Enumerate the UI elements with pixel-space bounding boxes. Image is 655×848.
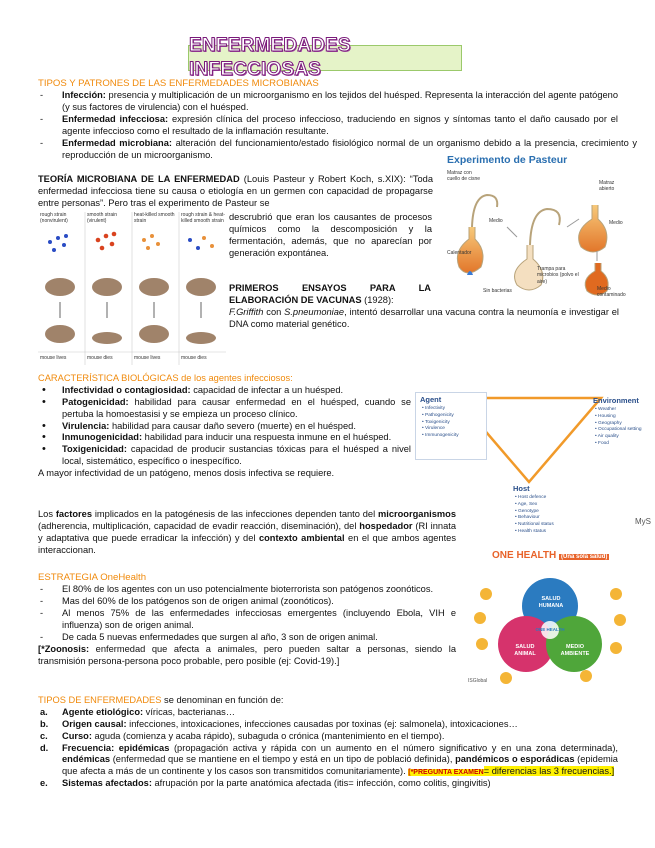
center-label: ONE HEALTH [535, 627, 565, 632]
human-label: SALUD HUMANA [538, 596, 564, 610]
figure-title: Experimento de Pasteur [447, 154, 568, 166]
factores-paragraph: Los factores implicados en la patogénesis de las infecciones dependen tanto del microorganismos (adherencia, multiplicación, capacidad de evadir reacción, diseminación), del hospedador (RI innata y adaptativa que puede erradicar la infección) y del contexto ambiental en el que ambos agentes interaccionan. [38, 509, 456, 555]
host-box: Host • Host defence • Age, Sex • Genotype • Behaviour • Nutritional status • Health status [513, 484, 554, 535]
section-heading: PRIMEROS ENSAYOS PARA LA ELABORACIÓN DE VACUNAS [229, 283, 431, 305]
list-item: b. Origen causal: infecciones, intoxicaciones, infecciones causadas por toxinas (ej: salmonela), intoxicaciones… [40, 718, 518, 729]
environment-box: Environment • Weather • Housing • Geography • Occupational setting • Air quality • Food [593, 396, 642, 447]
section-heading: TIPOS DE ENFERMEDADES se denominan en función de: [38, 695, 284, 705]
result-label: mouse dies [87, 355, 113, 361]
list-item: c. Curso: aguda (comienza y acaba rápido), subaguda o crónica (mantenimiento en el tiempo). [40, 730, 445, 741]
list-item: a. Agente etiológico: víricas, bacterianas… [40, 706, 236, 717]
section-heading: ESTRATEGIA OneHealth [38, 572, 147, 583]
onehealth-infographic [466, 548, 634, 688]
section-ensayos: PRIMEROS ENSAYOS PARA LA ELABORACIÓN DE VACUNAS (1928): F.Griffith con S.pneumoniae, intentó desarrollar una vacuna contra la neumonía e investigar el DNA como material genético. [229, 283, 620, 329]
section-heading: TEORÍA MICROBIANA DE LA ENFERMEDAD [38, 174, 240, 184]
section-onehealth [38, 572, 456, 668]
characteristics-list [38, 385, 411, 468]
environment-label: MEDIO AMBIENTE [560, 644, 590, 658]
section-heading: CARACTERÍSTICA BIOLÓGICAS de los agentes infecciosos: [38, 373, 293, 383]
strain-label: heat-killed smooth strain [134, 212, 175, 225]
epidemiologic-triangle [413, 386, 655, 546]
onehealth-list [38, 584, 456, 643]
flask-label: Calentador [447, 250, 472, 256]
result-label: mouse lives [40, 355, 67, 361]
flask-label: Medio [489, 218, 503, 224]
list-item: e. Sistemas afectados: afrupación por la parte anatómica afectada (itis= infección, como colitis, gingivitis) [40, 778, 491, 789]
flask-label: Sin bacterias [483, 288, 512, 294]
section-tipos-enfermedades [38, 695, 618, 790]
list-item: - Enfermedad infecciosa: expresión clínica del proceso infeccioso, traduciendo en signos y síntomas tanto el daño causado por el agente infeccioso como el resultado de la inflamación resultante. [38, 114, 618, 138]
list-item: - Mas del 60% de los patógenos son de origen animal (zoonóticos). [38, 596, 456, 608]
griffith-figure [38, 212, 226, 365]
brand-logo: MyS [635, 517, 651, 526]
exam-note: = diferencias las 3 frecuencias.] [483, 766, 615, 777]
list-item: - De cada 5 nuevas enfermedades que surgen al año, 3 son de origen animal. [38, 632, 456, 644]
paragraph: A mayor infectividad de un patógeno, menos dosis infectiva se requiere. [38, 468, 335, 479]
list-item: • Virulencia: habilidad para causar daño severo (muerte) en el huésped. [38, 421, 411, 433]
section-caracteristicas [38, 373, 411, 480]
strain-label: smooth strain (virulent) [87, 212, 118, 225]
agent-box: Agent • Infectivity • Pathogenicity • Toxigenicity • Virulence • Immunogenicity [415, 392, 487, 460]
pasteur-figure [447, 154, 627, 304]
title-banner [188, 34, 462, 80]
paragraph: (Louis Pasteur y Robert Koch, s.XIX): “Toda enfermedad infecciosa tiene su causa o etiología en un germen con capacidad de propagarse entre personas”. Pero tras el experimento de Pasteur se [38, 174, 433, 208]
strain-label: rough strain & heat-killed smooth strain [181, 212, 225, 225]
exam-tag: [*PREGUNTA EXAMEN [408, 769, 484, 777]
list-item: • Patogenicidad: habilidad para causar enfermedad en el huésped, cuando se pertuba la homoestasisi y se empieza un proceso clínico. [38, 397, 411, 421]
griffith-illustration [38, 212, 226, 365]
flask-label: Medio contaminado [597, 286, 626, 299]
definitions-list [38, 90, 637, 161]
list-item: • Infectividad o contagiosidad: capacidad de infectar a un huésped. [38, 385, 411, 397]
list-item: - Al menos 75% de las enfermedades infecciosas emergentes (incluyendo Ebola, VIH e influenza) son de origen animal. [38, 608, 456, 632]
zoonosis-note: [*Zoonosis: enfermedad que afecta a animales, pero pueden saltar a personas, siendo la transmisión persona-persona poco probable, pero posible (ej: Covid-19).] [38, 643, 456, 666]
list-item: • Toxigenicidad: capacidad de producir sustancias tóxicas para el huésped a nivel local, sistemático, específico o inespecífico. [38, 444, 411, 468]
animal-label: SALUD ANIMAL [514, 644, 536, 658]
onehealth-venn [466, 548, 634, 688]
page-title: ENFERMEDADES INFECCIOSAS [189, 34, 351, 80]
section-tipos [38, 78, 637, 162]
list-item: d. Frecuencia: epidémicas (propagación activa y rápida con un aumento en el número significativo y en una zona determinada), endémicas (enfermedad que se mantiene en el tiempo y está en un tipo de població definida), pandémicos o esporádicas (epidemia que afecta a más de un continente y los casos son transmitidos comunitariamente). [*PREGUNTA EXAMEN= diferencias las 3 frecuencias.] [40, 742, 618, 777]
brand-logo: ISGlobal [468, 678, 488, 684]
result-label: mouse lives [134, 355, 161, 361]
list-item: • Inmunogenicidad: habilidad para inducir una respuesta inmune en el huésped. [38, 432, 411, 444]
types-list [38, 707, 618, 790]
flask-label: Matraz con cuello de cisne [447, 170, 481, 183]
section-teoria [38, 174, 433, 210]
flask-label: Matraz abierto [599, 180, 615, 193]
flask-label: Medio [609, 220, 623, 226]
strain-label: rough strain (nonvirulent) [40, 212, 68, 225]
list-item: - El 80% de los agentes con un uso potencialmente bioterrorista son patógenos zoonóticos. [38, 584, 456, 596]
list-item: - Infección: presencia y multiplicación de un microorganismo en los tejidos del huésped. Representa la interacción del agente patógeno (y sus factores de virulencia) con el huésped. [38, 90, 618, 114]
section-heading: TIPOS Y PATRONES DE LAS ENFERMEDADES MICROBIANAS [38, 78, 319, 89]
infographic-title: ONE HEALTH (Una sola salud) [492, 550, 608, 561]
list-item: - Enfermedad microbiana: alteración del funcionamiento/estado fisiológico normal de un organismo debido a la presencia, crecimiento y reproducción de un microorganismo. [38, 138, 637, 162]
flask-label: Trampa para microbios (polvo el aire) [537, 266, 579, 285]
teoria-continuation: descrubrió que eran los causantes de procesos químicos como la descomposición y la fermentación, además, que no aparecían por generación expontánea. [229, 212, 432, 258]
result-label: mouse dies [181, 355, 207, 361]
